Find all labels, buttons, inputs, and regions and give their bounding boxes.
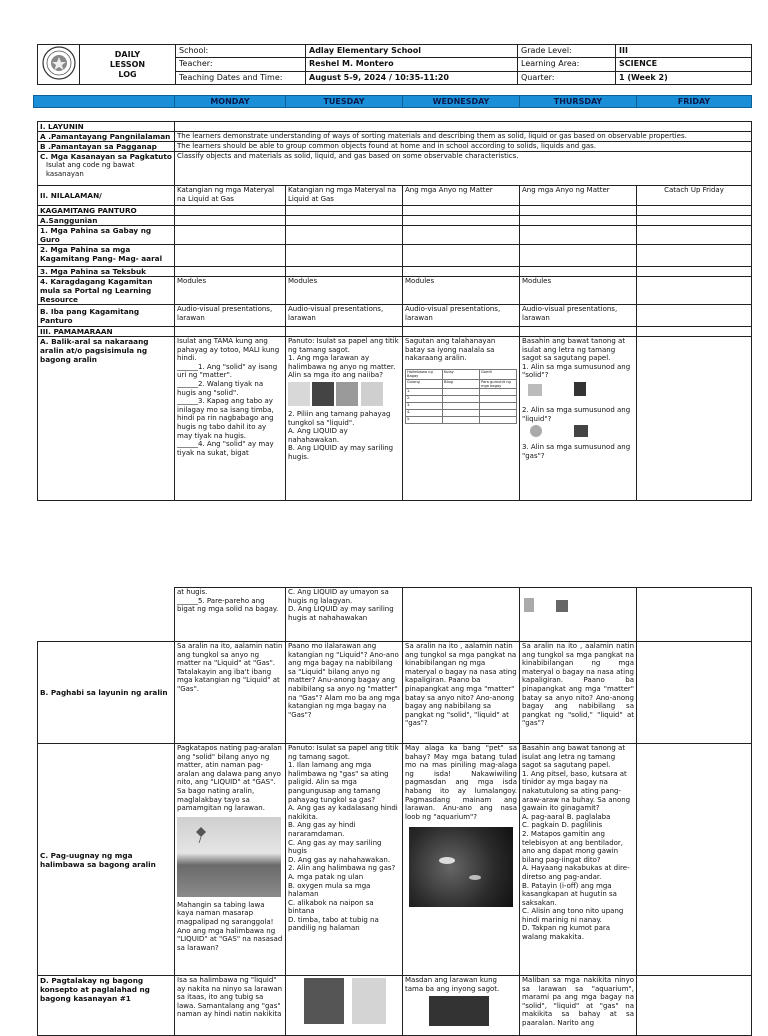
- performance-standard-label: B .Pamantayan sa Pagganap: [38, 142, 175, 152]
- objectives-title: I. LAYUNIN: [38, 122, 175, 132]
- content-thursday: Ang mga Anyo ng Matter: [520, 186, 637, 206]
- other-resources-thursday: Audio-visual presentations, larawan: [520, 305, 637, 327]
- balloons-picture: [352, 978, 386, 1024]
- examples-monday-text-2: Mahangin sa tabing lawa kaya naman masarap magpalipad ng saranggola! Ano ang mga halimbawa ng "LIQUID" at "GAS" na nasasad sa larawan?: [177, 900, 283, 952]
- review-tuesday-text-2: 2. Piliin ang tamang pahayag tungkol sa "liquid". A. Ang LIQUID ay nahahawakan. B. Ang LIQUID ay may sariling hugis.: [288, 409, 394, 461]
- resources-title: KAGAMITANG PANTURO: [38, 206, 175, 216]
- new-concept-monday: Isa sa halimbawa ng "liquid" ay nakita na ninyo sa larawan sa itaas, ito ang tubig sa lawa. Samantalang ang "gas" naman ay hindi natin nakikita: [175, 976, 286, 1036]
- grade-value: III: [616, 45, 752, 58]
- continuation-row: [174, 587, 752, 642]
- learning-area-value: SCIENCE: [616, 58, 752, 71]
- days-blank-cell: [34, 96, 175, 108]
- lesson-purpose-tuesday: Paano mo ilalarawan ang katangian ng "Liquid"? Ano-ano ang mga bagay na nabibilang sa "Liquid" bilang anyo ng matter? Anu-anong bagay ang nabibilang sa anyo ng "matter" na "Gas"? Alam mo ba ang mga katangian ng mga bagay na "Gas"?: [286, 642, 403, 744]
- content-tuesday: Katangian ng mga Materyal na Liquid at Gas: [286, 186, 403, 206]
- review-thursday-text-3: 3. Alin sa mga sumusunod ang "gas"?: [522, 443, 633, 460]
- performance-standard-text: The learners should be able to group common objects found at home and in school according to solids, liquids and gas.: [175, 142, 752, 152]
- header-table: [37, 44, 752, 85]
- new-concept-tuesday-pictures: [286, 976, 403, 1036]
- examples-wednesday: [403, 744, 520, 976]
- review-tuesday-cont: C. Ang LIQUID ay umayon sa hugis ng lalagyan. D. Ang LIQUID ay may sariling hugis at nahahawakan: [286, 588, 403, 642]
- lr-portal-thursday: Modules: [520, 277, 637, 305]
- procedure-title: III. PAMAMARAAN: [38, 327, 175, 337]
- boy-picture: [304, 978, 344, 1024]
- lr-portal-wednesday: Modules: [403, 277, 520, 305]
- examples-label: C. Pag-uugnay ng mga halimbawa sa bagong aralin: [38, 744, 175, 976]
- teacher-label: Teacher:: [176, 58, 306, 71]
- other-resources-wednesday: Audio-visual presentations, larawan: [403, 305, 520, 327]
- daily-lesson-log-title: DAILY LESSON LOG: [80, 45, 176, 85]
- day-monday: MONDAY: [175, 96, 286, 108]
- lesson-purpose-wednesday: Sa aralin na ito , aalamin natin ang tungkol sa mga pangkat na kinabibilangan ng mga materyal o bagay na nasa ating kapaligiran. Paano ba pinapangkat ang mga "matter" batay sa anyo nito? Ano-anong bagay ang nabibilang sa pangkat ng "solid", "liquid" at "gas"?: [403, 642, 520, 744]
- examples-tuesday: Panuto: Isulat sa papel ang titik ng tamang sagot. 1. Ilan lamang ang mga halimbawa ng "gas" sa ating paligid. Alin sa mga pangungusap ang tamang pahayag tungkol sa gas? A. Ang gas ay kadalasang hindi nakikita. B. Ang gas ay hindi nararamdaman. C. Ang gas ay may sariling hugis D. Ang gas ay nahahawakan. 2. Alin ang halimbawa ng gas? A. mga patak ng ulan B. oxygen mula sa mga halaman C. alikabok na naipon sa bintana D. timba, tabo at tubig na pandilig ng halaman: [286, 744, 403, 976]
- other-resources-label: B. Iba pang Kagamitang Panturo: [38, 305, 175, 327]
- days-header-bar: [33, 95, 752, 108]
- learners-material-label: 2. Mga Pahina sa mga Kagamitang Pang- Mag- aaral: [38, 245, 175, 267]
- glass-picture: [312, 382, 334, 406]
- review-label: A. Balik-aral sa nakaraang aralin at/o pagsisimula ng bagong aralin: [38, 337, 175, 501]
- competencies-cell: [38, 152, 175, 186]
- content-standard-text: The learners demonstrate understanding of ways of sorting materials and describing them as solid, liquid or gas based on observable properties.: [175, 132, 752, 142]
- juice-picture: [336, 382, 358, 406]
- review-wednesday-text: Sagutan ang talahanayan batay sa iyong naalala sa nakaraang aralin.: [405, 337, 496, 363]
- teacher-value: Reshel M. Montero: [306, 58, 518, 71]
- content-friday: Catach Up Friday: [637, 186, 752, 206]
- review-wednesday: [403, 337, 520, 501]
- examples-thursday: Basahin ang bawat tanong at isulat ang letra ng tamang sagot sa sagutang papel. 1. Ang pitsel, baso, kutsara at tinidor ay mga bagay na nakatutulong sa ating pang-araw-araw na buhay. Sa anong gawain ito ginagamit? A. pag-aaral B. paglalaba C. pagkain D. paglilinis 2. Matapos gamitin ang telebisyon at ang bentilador, ano ang dapat mong gawin bilang pag-iingat dito? A. Hayaang nakabukas at dire-diretso ang pag-andar. B. Patayin (i-off) ang mga kasangkapan at hugutin sa saksakan. C. Alisin ang tono nito upang hindi marinig ni nanay. D. Takpan ng kumot para walang makakita.: [520, 744, 637, 976]
- teachers-guide-label: 1. Mga Pahina sa Gabay ng Guro: [38, 226, 175, 245]
- liquid-choices-pictures: [522, 425, 634, 441]
- new-concept-wednesday-text: Masdan ang larawan kung tama ba ang inyong sagot.: [405, 976, 500, 993]
- competencies-label: C. Mga Kasanayan sa Pagkatuto: [40, 152, 172, 161]
- quarter-label: Quarter:: [518, 71, 616, 84]
- other-resources-tuesday: Audio-visual presentations, larawan: [286, 305, 403, 327]
- new-concept-wednesday: [403, 976, 520, 1036]
- day-thursday: THURSDAY: [520, 96, 637, 108]
- content-label: II. NILALAMAN/: [38, 186, 175, 206]
- solid-choices-pictures: [522, 382, 634, 404]
- lesson-table-page1: [37, 121, 752, 501]
- deped-seal-logo: [38, 45, 80, 85]
- review-tuesday: [286, 337, 403, 501]
- grade-label: Grade Level:: [518, 45, 616, 58]
- review-wednesday-table: Halimbawa ng Bagay Kulay Gamit Gulang Bilog Para gumuhit ng mga bagay 1. 2. 3. 4. 5.: [405, 369, 517, 425]
- dates-label: Teaching Dates and Time:: [176, 71, 306, 84]
- textbook-label: 3. Mga Pahina sa Teksbuk: [38, 267, 175, 277]
- aquarium-picture: [409, 827, 513, 907]
- gas-choices-pictures: [520, 588, 637, 642]
- lr-portal-monday: Modules: [175, 277, 286, 305]
- quarter-value: 1 (Week 2): [616, 71, 752, 84]
- matter-examples-pictures: [288, 382, 400, 408]
- school-value: Adlay Elementary School: [306, 45, 518, 58]
- kite-icon: [195, 827, 207, 843]
- objectives-blank: [175, 122, 752, 132]
- school-label: School:: [176, 45, 306, 58]
- day-tuesday: TUESDAY: [286, 96, 403, 108]
- tire-picture: [361, 382, 383, 406]
- competencies-text: Classify objects and materials as solid, liquid, and gas based on some observable characteristics.: [175, 152, 752, 186]
- content-wednesday: Ang mga Anyo ng Matter: [403, 186, 520, 206]
- lesson-purpose-label: B. Paghabi sa layunin ng aralin: [38, 642, 175, 744]
- other-resources-monday: Audio-visual presentations, larawan: [175, 305, 286, 327]
- review-thursday-text-2: 2. Alin sa mga sumusunod ang "liquid"?: [522, 405, 633, 423]
- aquarium-answer-picture: [429, 996, 489, 1026]
- review-thursday: [520, 337, 637, 501]
- day-wednesday: WEDNESDAY: [403, 96, 520, 108]
- new-concept-label: D. Pagtalakay ng bagong konsepto at paglalahad ng bagong kasanayan #1: [38, 976, 175, 1036]
- review-thursday-text-1: Basahin ang bawat tanong at isulat ang letra ng tamang sagot sa sagutang papel. 1. Alin sa mga sumusunod ang "solid"?: [522, 337, 631, 380]
- fish-icon: [469, 875, 481, 880]
- review-monday-cont: at hugis. ______5. Pare-pareho ang bigat ng mga solid na bagay.: [175, 588, 286, 642]
- lake-kite-picture: [177, 817, 281, 897]
- fish-icon: [439, 857, 455, 864]
- content-standard-label: A .Pamantayang Pangnilalaman: [38, 132, 175, 142]
- references-label: A.Sanggunian: [38, 216, 175, 226]
- examples-wednesday-text: May alaga ka bang "pet" sa bahay? May mga batang tulad mo na mas piniling mag-alaga ng isda! Nakawiwiling pagmasdan ang mga isda habang ito ay lumalangoy. Pagmasdang mainam ang larawan. Anu-ano ang nasa loob ng "aquarium"?: [405, 744, 517, 821]
- examples-monday-text-1: Pagkatapos nating pag-aralan ang "solid" bilang anyo ng matter, atin naman pag-aralan ang dalawa pang anyo nito, ang "LIQUID" at "GAS". Sa bago nating aralin, maglalakbay tayo sa pamamgitan ng larawan.: [177, 744, 282, 813]
- competencies-sub: Isulat ang code ng bawat kasanayan: [46, 161, 135, 178]
- dates-value: August 5-9, 2024 / 10:35-11:20: [306, 71, 518, 84]
- content-monday: Katangian ng mga Materyal na Liquid at Gas: [175, 186, 286, 206]
- day-friday: FRIDAY: [637, 96, 752, 108]
- new-concept-thursday: Maliban sa mga nakikita ninyo sa larawan sa "aquarium", marami pa ang mga bagay na "solid", "liquid" at "gas" na makikita sa bahay at sa paaralan. Narito ang: [520, 976, 637, 1036]
- lesson-table-page2: [37, 641, 752, 1036]
- learning-area-label: Learning Area:: [518, 58, 616, 71]
- examples-monday: [175, 744, 286, 976]
- bottle-picture: [288, 382, 310, 406]
- lr-portal-label: 4. Karagdagang Kagamitan mula sa Portal ng Learning Resource: [38, 277, 175, 305]
- review-tuesday-text-1: Panuto: Isulat sa papel ang titik ng tamang sagot. 1. Ang mga larawan ay halimbawa ng anyo ng matter. Alin sa mga ito ang naiiba?: [288, 337, 399, 380]
- review-monday: Isulat ang TAMA kung ang pahayag ay totoo, MALI kung hindi. ______1. Ang "solid" ay isang uri ng "matter". ______2. Walang tiyak na hugis ang "solid". ______3. Kapag ang tabo ay inilagay mo sa isang timba, hindi pa rin nagbabago ang hugis ng tabo dahil ito ay may tiyak na hugis. ______4. Ang "solid" ay may tiyak na sukat, bigat: [175, 337, 286, 501]
- lr-portal-tuesday: Modules: [286, 277, 403, 305]
- lesson-purpose-monday: Sa aralin na ito, aalamin natin ang tungkol sa anyo ng matter na "Liquid" at "Gas". Tatalakayin ang iba't ibang mga katangian ng "Liquid" at "Gas".: [175, 642, 286, 744]
- lesson-purpose-thursday: Sa aralin na ito , aalamin natin ang tungkol sa mga pangkat na kinabibilangan ng mga materyal o bagay na nasa ating kapaligiran. Paano ba pinapangkat ang mga "matter" batay sa anyo nito? Ano-anong bagay ang nabibilang sa pangkat ng "solid," "liquid" at "gas"?: [520, 642, 637, 744]
